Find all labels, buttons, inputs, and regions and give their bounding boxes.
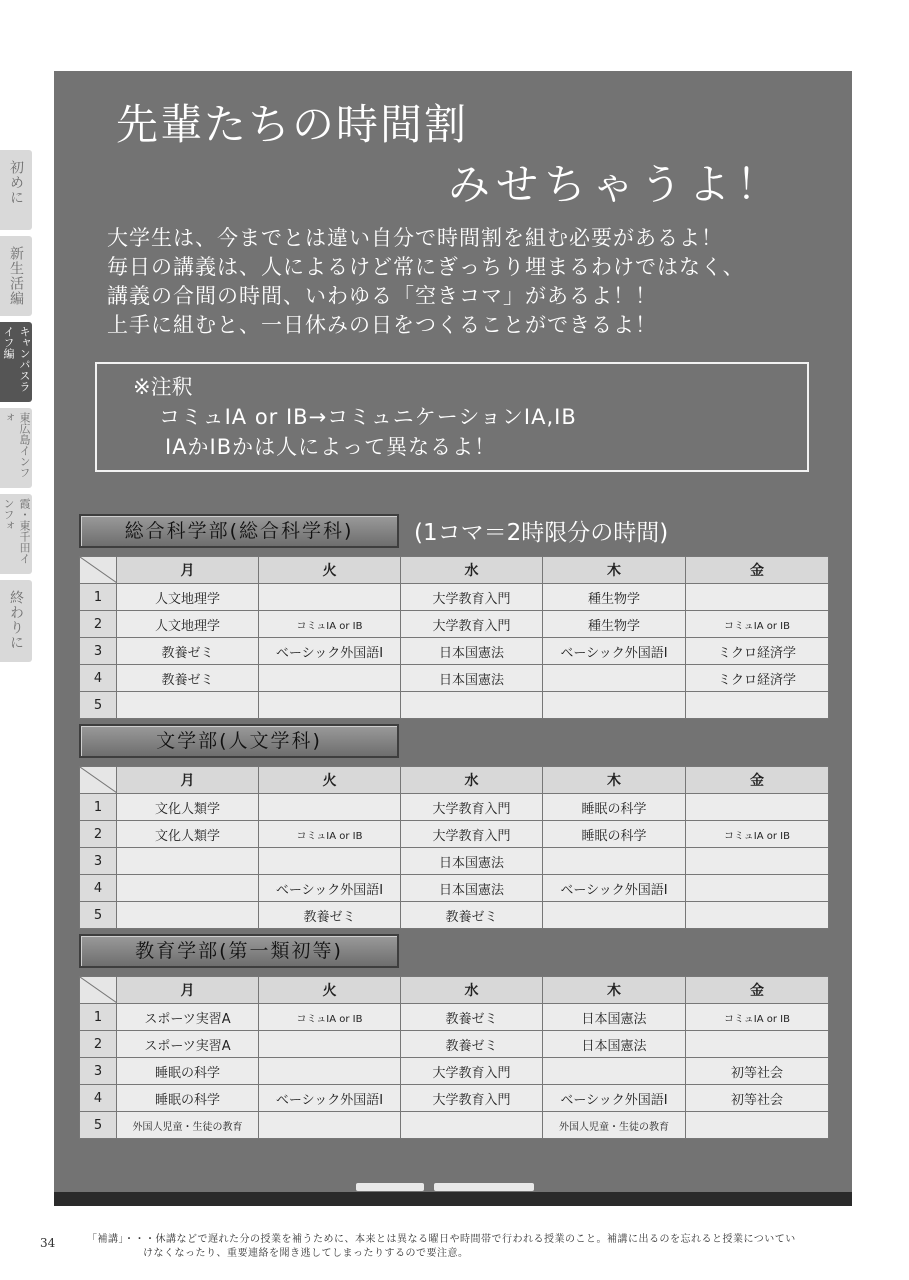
day-header: 金 — [686, 767, 829, 794]
footnote-line: けなくなったり、重要連絡を聞き逃してしまったりするので要注意。 — [143, 1248, 469, 1259]
class-cell: 日本国憲法 — [401, 848, 543, 875]
intro-line: 講義の合間の時間、いわゆる「空きコマ」があるよ！！ — [107, 284, 657, 308]
annotation-title: ※注釈 — [133, 375, 193, 399]
class-cell: 日本国憲法 — [543, 1004, 686, 1031]
day-header: 月 — [117, 767, 259, 794]
class-cell: 日本国憲法 — [401, 665, 543, 692]
table-row — [80, 821, 829, 848]
day-header: 木 — [543, 767, 686, 794]
class-cell: ミクロ経済学 — [686, 665, 829, 692]
day-header: 月 — [117, 557, 259, 584]
side-tab-new-life[interactable]: 新生活編 — [0, 236, 32, 316]
table-header-row — [80, 977, 829, 1004]
class-cell: 初等社会 — [686, 1085, 829, 1112]
class-cell — [117, 902, 259, 929]
timetable — [79, 766, 829, 929]
class-cell — [259, 584, 401, 611]
day-header: 火 — [259, 977, 401, 1004]
class-cell: 種生物学 — [543, 611, 686, 638]
class-cell — [543, 692, 686, 719]
class-cell — [686, 794, 829, 821]
period-number: 2 — [80, 1031, 117, 1058]
class-cell — [686, 584, 829, 611]
page-number: 34 — [40, 1236, 56, 1250]
class-cell — [686, 848, 829, 875]
class-cell: コミュⅠA or ⅠB — [259, 611, 401, 638]
class-cell: コミュⅠA or ⅠB — [259, 1004, 401, 1031]
class-cell: 外国人児童・生徒の教育 — [543, 1112, 686, 1139]
period-number: 5 — [80, 902, 117, 929]
class-cell: ベーシック外国語Ⅰ — [543, 875, 686, 902]
class-cell: 大学教育入門 — [401, 611, 543, 638]
page-title: 先輩たちの時間割 — [116, 100, 469, 149]
annotation-line: ⅠAかⅠBかは人によって異なるよ！ — [165, 435, 497, 459]
intro-line: 上手に組むと、一日休みの日をつくることができるよ！ — [107, 313, 657, 337]
class-cell: 睡眠の科学 — [117, 1058, 259, 1085]
intro-text — [107, 224, 807, 340]
intro-line: 毎日の講義は、人によるけど常にぎっちり埋まるわけではなく、 — [107, 255, 745, 279]
annotation-line: コミュⅠA or ⅠB→コミュニケーションⅠA,ⅠB — [159, 405, 577, 429]
class-cell: 大学教育入門 — [401, 1058, 543, 1085]
table-header-row — [80, 767, 829, 794]
side-tab-campus-life[interactable]: キャンパスライフ編 — [0, 322, 32, 402]
class-cell: ベーシック外国語Ⅰ — [259, 1085, 401, 1112]
side-tab-conclusion[interactable]: 終わりに — [0, 580, 32, 662]
class-cell: 日本国憲法 — [401, 638, 543, 665]
class-cell — [686, 902, 829, 929]
table-header-row — [80, 557, 829, 584]
class-cell: スポーツ実習A — [117, 1031, 259, 1058]
class-cell — [543, 848, 686, 875]
class-cell: 人文地理学 — [117, 584, 259, 611]
period-number: 4 — [80, 875, 117, 902]
class-cell — [117, 692, 259, 719]
table-row — [80, 1112, 829, 1139]
table-corner-cell — [80, 977, 117, 1004]
class-cell — [543, 1058, 686, 1085]
class-cell: 睡眠の科学 — [117, 1085, 259, 1112]
class-cell: 日本国憲法 — [401, 875, 543, 902]
class-cell — [259, 848, 401, 875]
class-cell: 教養ゼミ — [401, 902, 543, 929]
class-cell: 教養ゼミ — [401, 1004, 543, 1031]
class-cell — [686, 875, 829, 902]
table-row — [80, 875, 829, 902]
class-cell: 大学教育入門 — [401, 1085, 543, 1112]
period-number: 4 — [80, 665, 117, 692]
class-cell: 文化人類学 — [117, 821, 259, 848]
intro-line: 大学生は、今までとは違い自分で時間割を組む必要があるよ！ — [107, 226, 723, 250]
blackboard-ledge — [54, 1192, 852, 1206]
day-header: 金 — [686, 557, 829, 584]
period-number: 1 — [80, 794, 117, 821]
timetable-label-bungaku: 文学部(人文学科) — [79, 724, 399, 758]
class-cell: ベーシック外国語Ⅰ — [543, 638, 686, 665]
period-number: 2 — [80, 611, 117, 638]
class-cell: 種生物学 — [543, 584, 686, 611]
table-corner-cell — [80, 557, 117, 584]
class-cell — [401, 1112, 543, 1139]
period-number: 2 — [80, 821, 117, 848]
table-row — [80, 665, 829, 692]
class-cell: 睡眠の科学 — [543, 821, 686, 848]
day-header: 水 — [401, 767, 543, 794]
class-cell — [259, 1031, 401, 1058]
class-cell: 人文地理学 — [117, 611, 259, 638]
class-cell — [259, 1112, 401, 1139]
timetable-label-sogo: 総合科学部(総合科学科) — [79, 514, 399, 548]
class-cell — [686, 692, 829, 719]
table-row — [80, 1004, 829, 1031]
class-cell: 教養ゼミ — [117, 665, 259, 692]
class-cell: コミュⅠA or ⅠB — [686, 611, 829, 638]
day-header: 木 — [543, 557, 686, 584]
day-header: 木 — [543, 977, 686, 1004]
class-cell: ミクロ経済学 — [686, 638, 829, 665]
period-number: 3 — [80, 1058, 117, 1085]
day-header: 月 — [117, 977, 259, 1004]
period-number: 1 — [80, 584, 117, 611]
class-cell — [259, 1058, 401, 1085]
side-tab-higashihiroshima-info[interactable]: 東広島インフォ — [0, 408, 32, 488]
table-row — [80, 611, 829, 638]
period-number: 3 — [80, 848, 117, 875]
class-cell: 初等社会 — [686, 1058, 829, 1085]
table-corner-cell — [80, 767, 117, 794]
table-row — [80, 692, 829, 719]
day-header: 金 — [686, 977, 829, 1004]
table-row — [80, 638, 829, 665]
timetable-label-kyoiku: 教育学部(第一類初等) — [79, 934, 399, 968]
class-cell: 教養ゼミ — [117, 638, 259, 665]
chalk-piece — [434, 1183, 534, 1191]
class-cell — [401, 692, 543, 719]
page-subtitle: みせちゃうよ！ — [448, 160, 785, 209]
footnote — [87, 1233, 817, 1261]
class-cell — [259, 692, 401, 719]
class-cell: 大学教育入門 — [401, 794, 543, 821]
table-row — [80, 902, 829, 929]
class-cell — [543, 665, 686, 692]
class-cell: 睡眠の科学 — [543, 794, 686, 821]
class-cell: 教養ゼミ — [259, 902, 401, 929]
day-header: 火 — [259, 767, 401, 794]
koma-note: (1コマ＝2時限分の時間) — [414, 520, 669, 546]
period-number: 5 — [80, 692, 117, 719]
class-cell — [686, 1031, 829, 1058]
class-cell — [117, 875, 259, 902]
class-cell: コミュⅠA or ⅠB — [259, 821, 401, 848]
class-cell: ベーシック外国語Ⅰ — [543, 1085, 686, 1112]
table-row — [80, 1031, 829, 1058]
footnote-line: 「補講」・・・休講などで遅れた分の授業を補うために、本来とは異なる曜日や時間帯で行われる授業のこと。補講に出るのを忘れると授業についてい — [87, 1234, 796, 1245]
table-row — [80, 584, 829, 611]
class-cell: コミュⅠA or ⅠB — [686, 821, 829, 848]
day-header: 水 — [401, 977, 543, 1004]
period-number: 5 — [80, 1112, 117, 1139]
class-cell — [543, 902, 686, 929]
side-tab-introduction[interactable]: 初めに — [0, 150, 32, 230]
annotation-box — [95, 362, 809, 472]
class-cell: ベーシック外国語Ⅰ — [259, 638, 401, 665]
class-cell: 日本国憲法 — [543, 1031, 686, 1058]
class-cell: スポーツ実習A — [117, 1004, 259, 1031]
class-cell: 大学教育入門 — [401, 584, 543, 611]
period-number: 4 — [80, 1085, 117, 1112]
chalk-piece — [356, 1183, 424, 1191]
table-row — [80, 1058, 829, 1085]
table-row — [80, 1085, 829, 1112]
class-cell: コミュⅠA or ⅠB — [686, 1004, 829, 1031]
class-cell: ベーシック外国語Ⅰ — [259, 875, 401, 902]
table-row — [80, 848, 829, 875]
period-number: 3 — [80, 638, 117, 665]
table-row — [80, 794, 829, 821]
class-cell — [259, 665, 401, 692]
period-number: 1 — [80, 1004, 117, 1031]
timetable — [79, 556, 829, 719]
class-cell: 教養ゼミ — [401, 1031, 543, 1058]
side-tab-kasumi-higashisenda-info[interactable]: 霞・東千田インフォ — [0, 494, 32, 574]
day-header: 水 — [401, 557, 543, 584]
class-cell — [117, 848, 259, 875]
class-cell — [686, 1112, 829, 1139]
day-header: 火 — [259, 557, 401, 584]
class-cell: 外国人児童・生徒の教育 — [117, 1112, 259, 1139]
class-cell — [259, 794, 401, 821]
timetable — [79, 976, 829, 1139]
class-cell: 大学教育入門 — [401, 821, 543, 848]
class-cell: 文化人類学 — [117, 794, 259, 821]
